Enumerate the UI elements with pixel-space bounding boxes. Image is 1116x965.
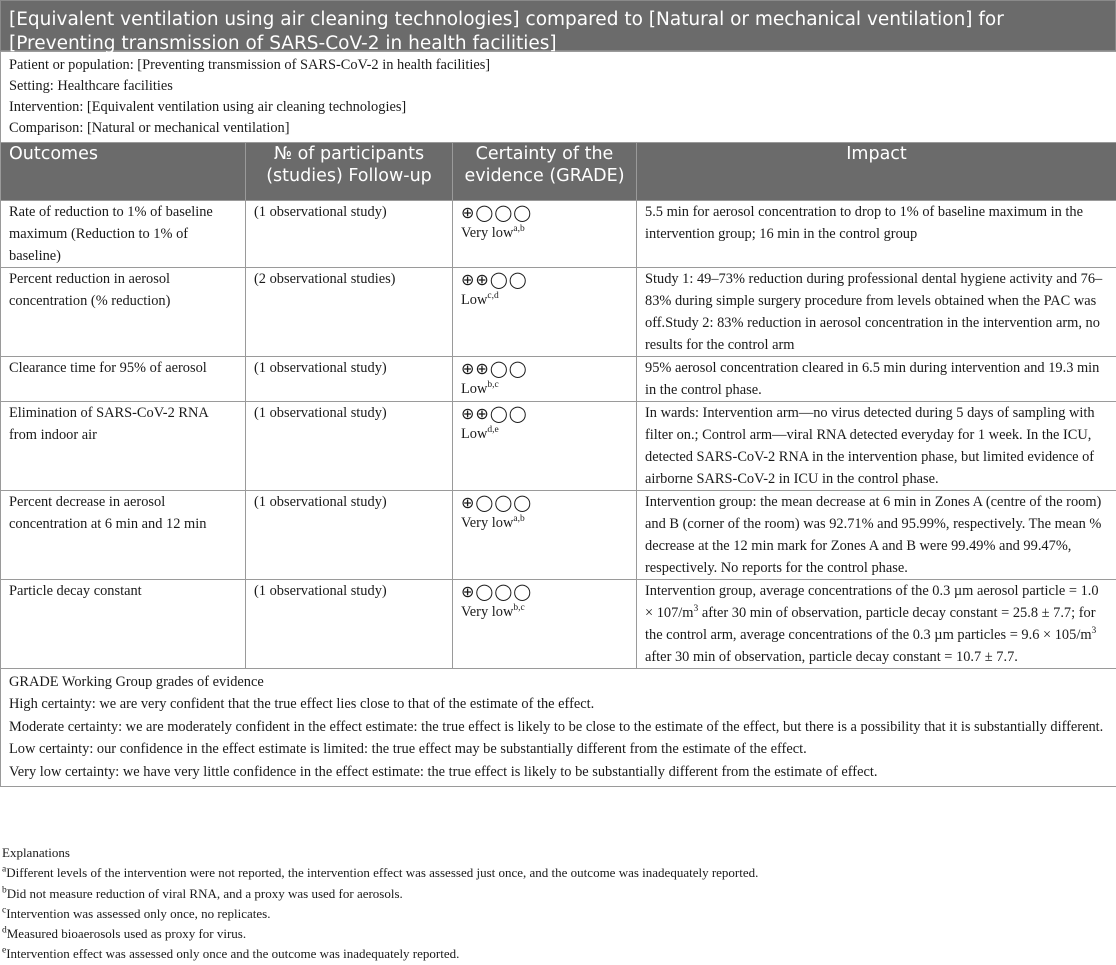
grade-definitions: [1, 669, 1116, 787]
certainty-cell: [453, 357, 637, 402]
table-row: [1, 268, 1116, 357]
outcome-cell: Particle decay constant: [1, 580, 246, 669]
participants-cell: (1 observational study): [246, 357, 453, 402]
explanation-item: [2, 904, 1102, 924]
table-row: [1, 201, 1116, 268]
outcome-cell: Elimination of SARS-CoV-2 RNA from indoor air: [1, 402, 246, 491]
intervention-line: Intervention: [Equivalent ventilation using air cleaning technologies]: [9, 97, 1108, 118]
impact-cell: Study 1: 49–73% reduction during professional dental hygiene activity and 76–83% during simple surgery procedure from levels obtained when the PAC was off.Study 2: 83% reduction in aerosol concentration in the intervention arm, no results for the control arm: [637, 268, 1116, 357]
certainty-label: [461, 513, 628, 533]
certainty-text: Very low: [461, 604, 513, 620]
certainty-symbols: ⊕◯◯◯: [461, 493, 628, 513]
impact-cell: In wards: Intervention arm—no virus detected during 5 days of sampling with filter on.; Control arm—viral RNA detected everyday for 1 week. In the ICU, detected SARS-CoV-2 RNA in the intervention phase, but limited evidence of airborne SARS-CoV-2 in ICU in the control phase.: [637, 402, 1116, 491]
header-row: [1, 143, 1116, 201]
impact-part-3: after 30 min of observation, particle decay constant = 10.7 ± 7.7.: [645, 649, 1018, 665]
table-title: [Equivalent ventilation using air cleaning technologies] compared to [Natural or mechanical ventilation] for [Preventing transmission of SARS-CoV-2 in health facilities]: [0, 0, 1116, 51]
explanation-text: Different levels of the intervention were not reported, the intervention effect was assessed just once, and the outcome was inadequately reported.: [6, 865, 758, 880]
explanation-item: [2, 884, 1102, 904]
footnote-mark: d: [2, 926, 7, 936]
certainty-symbols: ⊕⊕◯◯: [461, 404, 628, 424]
impact-cell: 95% aerosol concentration cleared in 6.5 min during intervention and 19.3 min in the control phase.: [637, 357, 1116, 402]
explanation-text: Did not measure reduction of viral RNA, and a proxy was used for aerosols.: [7, 886, 403, 901]
summary-of-findings-table: [0, 51, 1116, 787]
certainty-label: [461, 424, 628, 444]
certainty-cell: [453, 268, 637, 357]
table-row: [1, 357, 1116, 402]
certainty-text: Low: [461, 292, 487, 308]
footnote-mark: e: [2, 946, 6, 956]
certainty-symbols: ⊕◯◯◯: [461, 582, 628, 602]
certainty-text: Low: [461, 426, 487, 442]
table-row: [1, 402, 1116, 491]
footnote-refs: a,b: [513, 224, 524, 234]
grade-moderate: Moderate certainty: we are moderately confident in the effect estimate: the true effect is likely to be close to the estimate of the effect, but there is a possibility that it is substantially different.: [9, 716, 1108, 738]
footnote-mark: c: [2, 906, 6, 916]
grade-very-low: Very low certainty: we have very little confidence in the effect estimate: the true effect is likely to be substantially different from the estimate of effect.: [9, 761, 1108, 783]
footnote-refs: a,b: [513, 514, 524, 524]
superscript: 3: [1092, 626, 1097, 636]
footnote-refs: b,c: [513, 603, 524, 613]
grade-row: [1, 669, 1116, 787]
footnote-mark: b: [2, 885, 7, 895]
comparison-line: Comparison: [Natural or mechanical ventilation]: [9, 118, 1108, 139]
impact-cell: 5.5 min for aerosol concentration to drop to 1% of baseline maximum in the intervention group; 16 min in the control group: [637, 201, 1116, 268]
certainty-label: [461, 223, 628, 243]
certainty-text: Very low: [461, 225, 513, 241]
setting-line: Setting: Healthcare facilities: [9, 76, 1108, 97]
grade-heading: GRADE Working Group grades of evidence: [9, 671, 1108, 693]
explanations-heading: Explanations: [2, 843, 1102, 863]
explanations: [0, 843, 1102, 965]
certainty-symbols: ⊕⊕◯◯: [461, 270, 628, 290]
table-row: [1, 491, 1116, 580]
certainty-text: Very low: [461, 515, 513, 531]
certainty-text: Low: [461, 381, 487, 397]
impact-cell: [637, 580, 1116, 669]
footnote-refs: d,e: [487, 425, 498, 435]
certainty-symbols: ⊕⊕◯◯: [461, 359, 628, 379]
explanation-item: [2, 863, 1102, 883]
footnote-mark: a: [2, 865, 6, 875]
footnote-refs: b,c: [487, 380, 498, 390]
outcome-cell: Rate of reduction to 1% of baseline maximum (Reduction to 1% of baseline): [1, 201, 246, 268]
outcome-cell: Clearance time for 95% of aerosol: [1, 357, 246, 402]
meta-block: [1, 52, 1116, 143]
certainty-label: [461, 290, 628, 310]
explanation-text: Intervention was assessed only once, no replicates.: [6, 906, 270, 921]
participants-cell: (1 observational study): [246, 491, 453, 580]
grade-high: High certainty: we are very confident that the true effect lies close to that of the estimate of the effect.: [9, 693, 1108, 715]
explanation-text: Intervention effect was assessed only once and the outcome was inadequately reported.: [6, 946, 459, 961]
certainty-symbols: ⊕◯◯◯: [461, 203, 628, 223]
participants-cell: (1 observational study): [246, 580, 453, 669]
header-impact: Impact: [637, 143, 1116, 201]
certainty-cell: [453, 201, 637, 268]
participants-cell: (2 observational studies): [246, 268, 453, 357]
certainty-label: [461, 379, 628, 399]
participants-cell: (1 observational study): [246, 402, 453, 491]
header-participants: № of participants (studies) Follow-up: [246, 143, 453, 201]
superscript: 3: [694, 604, 699, 614]
certainty-cell: [453, 402, 637, 491]
impact-cell: Intervention group: the mean decrease at 6 min in Zones A (centre of the room) and B (corner of the room) was 92.71% and 95.99%, respectively. The mean % decrease at the 12 min mark for Zones A and B were 99.49% and 99.47%, respectively. No reports for the control phase.: [637, 491, 1116, 580]
grade-low: Low certainty: our confidence in the effect estimate is limited: the true effect may be substantially different from the estimate of the effect.: [9, 738, 1108, 760]
population-line: Patient or population: [Preventing transmission of SARS-CoV-2 in health facilities]: [9, 55, 1108, 76]
footnote-refs: c,d: [487, 291, 498, 301]
impact-part-1: Intervention group, average concentrations of the 0.3 µm aerosol particle = 1.0 × 107/m: [645, 583, 1099, 621]
certainty-cell: [453, 580, 637, 669]
explanation-text: Measured bioaerosols used as proxy for virus.: [7, 926, 246, 941]
meta-row: [1, 52, 1116, 143]
participants-cell: (1 observational study): [246, 201, 453, 268]
header-certainty: Certainty of the evidence (GRADE): [453, 143, 637, 201]
outcome-cell: Percent reduction in aerosol concentration (% reduction): [1, 268, 246, 357]
outcome-cell: Percent decrease in aerosol concentration at 6 min and 12 min: [1, 491, 246, 580]
impact-part-2: after 30 min of observation, particle decay constant = 25.8 ± 7.7; for the control arm, average concentrations of the 0.3 µm particles = 9.6 × 105/m: [645, 605, 1096, 643]
explanation-item: [2, 924, 1102, 944]
table-row: [1, 580, 1116, 669]
header-outcomes: Outcomes: [1, 143, 246, 201]
certainty-cell: [453, 491, 637, 580]
certainty-label: [461, 602, 628, 622]
